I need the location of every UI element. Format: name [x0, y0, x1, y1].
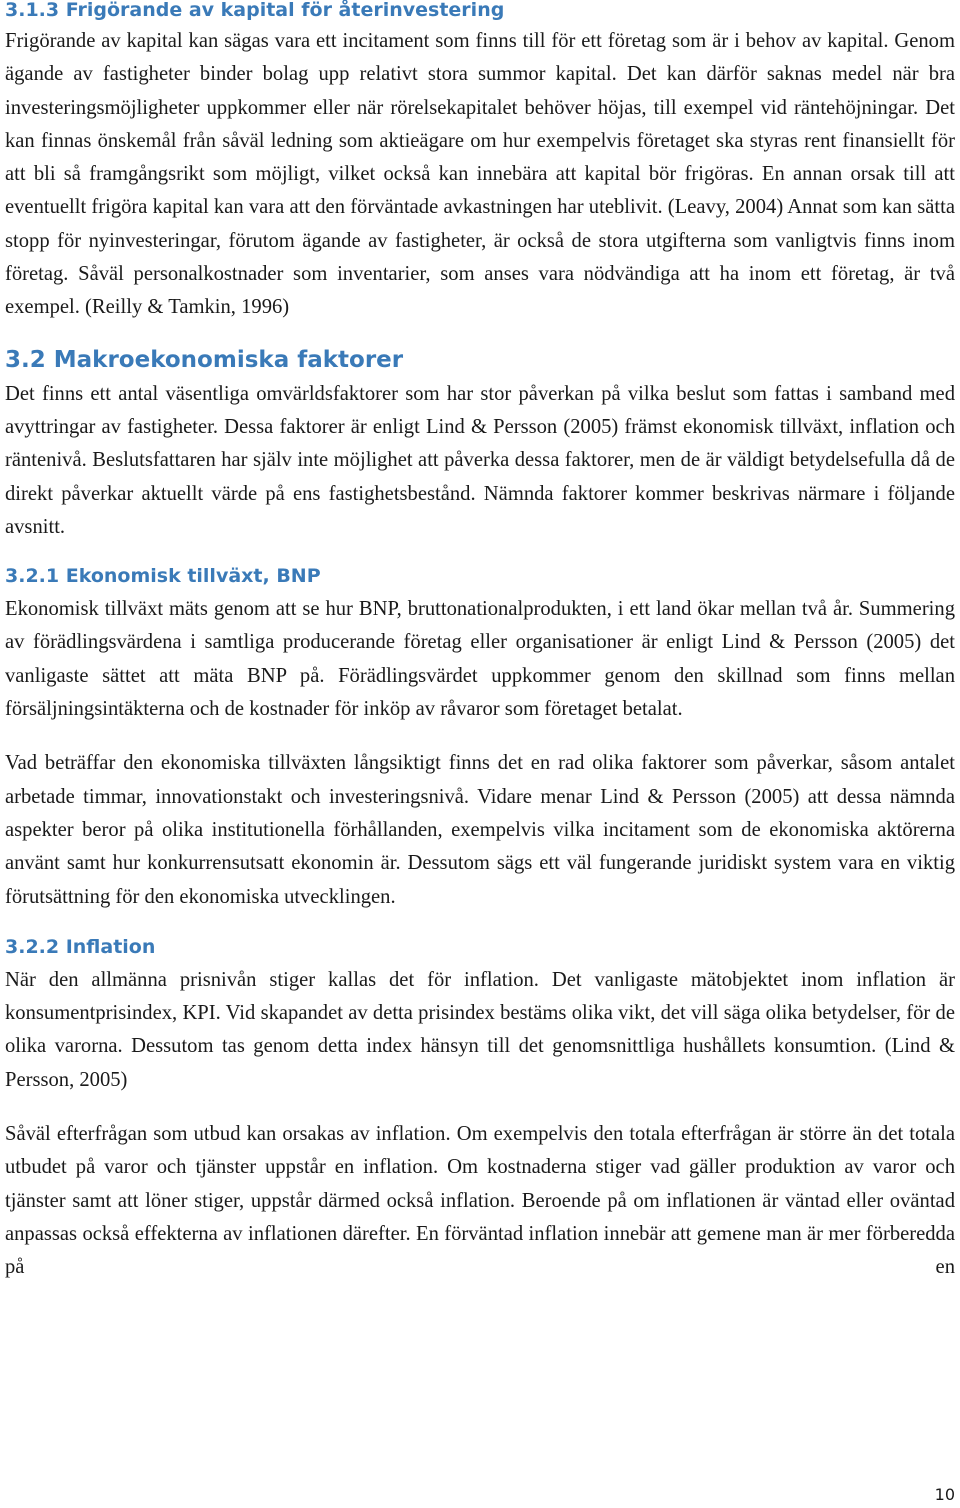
- paragraph-3-1-3: Frigörande av kapital kan sägas vara ett incitament som finns till för ett företag som är i behov av kapital. Genom ägande av fastigheter binder bolag upp relativt stora summor kapital. Det kan därför saknas medel när bra investeringsmöjligheter uppkommer eller när rörelsekapitalet behöver höjas, till exempel vid räntehöjningar. Det kan finnas önskemål från såväl ledning som aktieägare om hur exempelvis företaget ska styras rent finansiellt för att bli så framgångsrikt som möjligt, vilket också kan innebära att kapital bör frigöras. En annan orsak till att eventuellt frigöra kapital kan vara att den förväntade avkastningen har uteblivit. (Leavy, 2004) Annat som kan sätta stopp för nyinvesteringar, förutom ägande av fastigheter, är också de stora utgifterna som vanligtvis finns inom företag. Såväl personalkostnader som inventarier, som anses vara nödvändiga att ha inom ett företag, är två exempel. (Reilly & Tamkin, 1996): [5, 30, 955, 319]
- paragraph-3-2-1-b: Vad beträffar den ekonomiska tillväxten långsiktigt finns det en rad olika faktorer som påverkar, såsom antalet arbetade timmar, innovationstakt och investeringsnivå. Vidare menar Lind & Persson (2005) att dessa nämnda aspekter beror på olika institutionella förhållanden, exempelvis vilka incitament som de ekonomiska aktörerna använt samt hur konkurrensutsatt ekonomin är. Dessutom sägs ett väl fungerande juridiskt system vara en viktig förutsättning för den ekonomiska utvecklingen.: [5, 752, 955, 908]
- paragraph-3-2: Det finns ett antal väsentliga omvärldsfaktorer som har stor påverkan på vilka beslut som fattas i samband med avyttringar av fastigheter. Dessa faktorer är enligt Lind & Persson (2005) främst ekonomisk tillväxt, inflation och räntenivå. Beslutsfattaren har själv inte möjlighet att påverka dessa faktorer, men de är väldigt betydelsefulla då de direkt påverkar aktuellt värde på ens fastighetsbestånd. Nämnda faktorer kommer beskrivas närmare i följande avsnitt.: [5, 382, 955, 538]
- paragraph-3-2-1-a: Ekonomisk tillväxt mäts genom att se hur BNP, bruttonationalprodukten, i ett land ökar mellan två år. Summering av förädlingsvärdena i samtliga producerande företag eller organisationer är enligt Lind & Persson (2005) det vanligaste sättet att mäta BNP på. Förädlingsvärdet uppkommer genom den skillnad som finns mellan försäljningsintäkterna och de kostnader för inköp av råvaror som företaget betalat.: [5, 598, 955, 721]
- paragraph-3-2-2-a: När den allmänna prisnivån stiger kallas det för inflation. Det vanligaste mätobjektet inom inflation är konsumentprisindex, KPI. Vid skapandet av detta prisindex bestäms olika vikt, det vill säga olika betydelser, för de olika varorna. Dessutom tas genom detta index hänsyn till det genomsnittliga hushållets konsumtion. (Lind & Persson, 2005): [5, 968, 955, 1091]
- section-heading-3-2-2: 3.2.2 Inflation: [5, 935, 156, 958]
- section-heading-3-1-3: 3.1.3 Frigörande av kapital för återinvestering: [5, 0, 505, 21]
- section-heading-3-2-1: 3.2.1 Ekonomisk tillväxt, BNP: [5, 565, 321, 588]
- document-page: [5, 0, 955, 1285]
- paragraph-3-2-2-b: Såväl efterfrågan som utbud kan orsakas av inflation. Om exempelvis den totala efterfrågan är större än det totala utbudet på varor och tjänster uppstår en inflation. Om kostnaderna stiger vad gäller produktion av varor och tjänster samt att löner stiger, uppstår därmed också inflation. Beroende på om inflationen är väntad eller oväntad anpassas också effekterna av inflationen därefter. En förväntad inflation innebär att gemene man är mer förberedda på en: [5, 1123, 955, 1279]
- section-heading-3-2: 3.2 Makroekonomiska faktorer: [5, 346, 404, 373]
- page-number: 10: [934, 1485, 955, 1504]
